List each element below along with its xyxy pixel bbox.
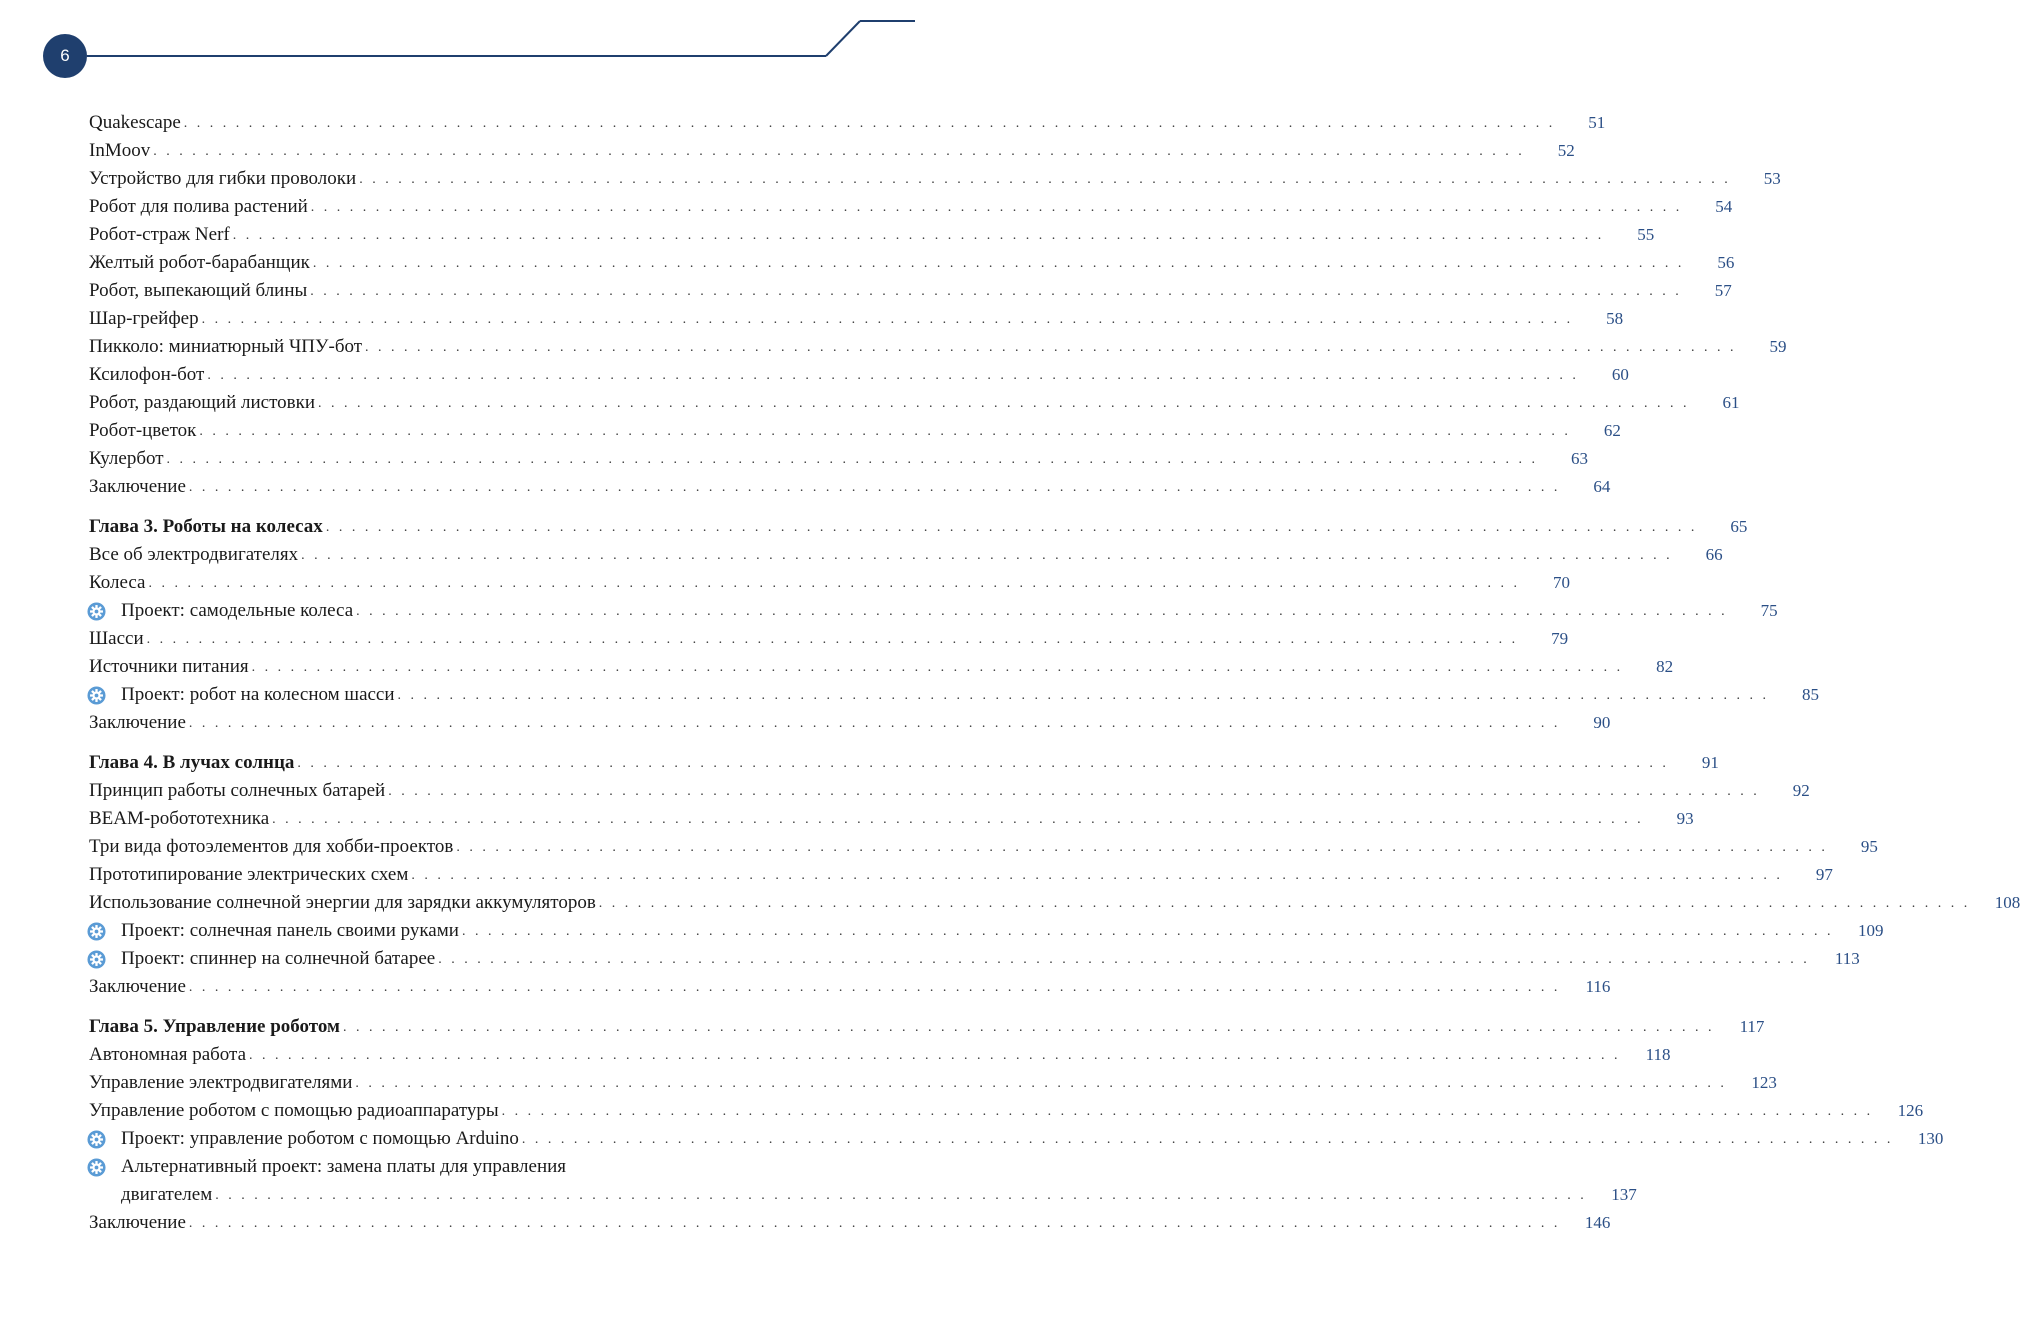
toc-entry-page: 60 — [1611, 365, 1629, 384]
toc-entry-page: 70 — [1552, 573, 1570, 592]
toc-entry-page: 56 — [1717, 253, 1735, 272]
toc-entry-title: Устройство для гибки проволоки — [89, 168, 357, 189]
toc-entry-page: 91 — [1701, 753, 1719, 772]
toc-entry-page: 109 — [1857, 921, 1884, 940]
toc-entry-title: Три вида фотоэлементов для хобби-проектов — [89, 836, 454, 857]
toc-entry[interactable] — [89, 569, 1570, 597]
page-number-badge: 6 — [43, 34, 87, 78]
toc-entry-page: 117 — [1739, 1017, 1765, 1036]
toc-entry[interactable] — [89, 333, 1787, 361]
toc-entry-page: 137 — [1611, 1185, 1637, 1204]
toc-entry-page: 126 — [1897, 1101, 1924, 1120]
gear-icon — [87, 686, 106, 705]
toc-entry-title: Проект: солнечная панель своими руками — [121, 920, 459, 941]
dot-leader: . . . . . . . . . . . . . . . . . . . . . . . . . . . . . . . . . . . . . . . . . . . . . . . . . . . . . . . . . . . . . . . . . . . . . . . . . . . . . . . . . . . . . . . . . . . . . . . . . . . . . . . . . . — [201, 312, 1574, 327]
toc-entry-page: 85 — [1802, 685, 1820, 704]
toc-entry-title: Проект: самодельные колеса — [121, 600, 354, 621]
toc-entry[interactable] — [89, 597, 1778, 625]
section-gap — [89, 1001, 827, 1013]
toc-entry[interactable] — [89, 1209, 1611, 1237]
toc-entry-title: Робот-цветок — [89, 420, 197, 441]
dot-leader: . . . . . . . . . . . . . . . . . . . . . . . . . . . . . . . . . . . . . . . . . . . . . . . . . . . . . . . . . . . . . . . . . . . . . . . . . . . . . . . . . . . . . . . . . . . . . . . . . . . . . . . . . . — [461, 924, 1834, 939]
toc-entry-page: 66 — [1705, 545, 1723, 564]
dot-leader: . . . . . . . . . . . . . . . . . . . . . . . . . . . . . . . . . . . . . . . . . . . . . . . . . . . . . . . . . . . . . . . . . . . . . . . . . . . . . . . . . . . . . . . . . . . . . . . . . . . . . . . . . . — [153, 144, 1525, 159]
toc-entry-title: Робот для полива растений — [89, 196, 308, 217]
section-gap — [89, 501, 827, 513]
toc-entry-title: Глава 4. В лучах солнца — [89, 752, 295, 773]
dot-leader: . . . . . . . . . . . . . . . . . . . . . . . . . . . . . . . . . . . . . . . . . . . . . . . . . . . . . . . . . . . . . . . . . . . . . . . . . . . . . . . . . . . . . . . . . . . . . . . . . . . . . . . . . . — [297, 756, 1669, 771]
gear-icon — [87, 950, 106, 969]
toc-entry-title: Управление роботом с помощью радиоаппаратуры — [89, 1100, 499, 1121]
toc-entry-title: Глава 5. Управление роботом — [89, 1016, 340, 1037]
toc-entry-title: Заключение — [89, 1212, 186, 1233]
toc-entry-page: 118 — [1645, 1045, 1671, 1064]
toc-entry[interactable] — [89, 221, 1655, 249]
dot-leader: . . . . . . . . . . . . . . . . . . . . . . . . . . . . . . . . . . . . . . . . . . . . . . . . . . . . . . . . . . . . . . . . . . . . . . . . . . . . . . . . . . . . . . . . . . . . . . . . . . . . . . . . . . — [456, 840, 1828, 855]
toc-chapter-entry[interactable] — [89, 513, 1748, 541]
toc-entry-title: Робот-страж Nerf — [89, 224, 230, 245]
toc-entry-title: InMoov — [89, 140, 151, 161]
dot-leader: . . . . . . . . . . . . . . . . . . . . . . . . . . . . . . . . . . . . . . . . . . . . . . . . . . . . . . . . . . . . . . . . . . . . . . . . . . . . . . . . . . . . . . . . . . . . . . . . . . . . . . . . . . — [148, 576, 1520, 591]
toc-entry-page: 53 — [1763, 169, 1781, 188]
toc-entry-page: 64 — [1593, 477, 1611, 496]
dot-leader: . . . . . . . . . . . . . . . . . . . . . . . . . . . . . . . . . . . . . . . . . . . . . . . . . . . . . . . . . . . . . . . . . . . . . . . . . . . . . . . . . . . . . . . . . . . . . . . . . . . . . . . . . . — [183, 116, 1556, 131]
toc-entry-page: 55 — [1637, 225, 1655, 244]
toc-entry[interactable] — [89, 777, 1810, 805]
dot-leader: . . . . . . . . . . . . . . . . . . . . . . . . . . . . . . . . . . . . . . . . . . . . . . . . . . . . . . . . . . . . . . . . . . . . . . . . . . . . . . . . . . . . . . . . . . . . . . . . . . . . . . . . . . — [301, 548, 1673, 563]
dot-leader: . . . . . . . . . . . . . . . . . . . . . . . . . . . . . . . . . . . . . . . . . . . . . . . . . . . . . . . . . . . . . . . . . . . . . . . . . . . . . . . . . . . . . . . . . . . . . . . . . . . . . . . . . . — [342, 1020, 1715, 1035]
toc-entry[interactable] — [89, 889, 2020, 917]
toc-entry-title: двигателем — [121, 1184, 213, 1205]
toc-entry-title: Робот, выпекающий блины — [89, 280, 308, 301]
toc-entry[interactable] — [89, 805, 1694, 833]
toc-entry-title: Робот, раздающий листовки — [89, 392, 315, 413]
toc-entry-title: Глава 3. Роботы на колесах — [89, 516, 323, 537]
toc-entry[interactable] — [89, 917, 1884, 945]
dot-leader: . . . . . . . . . . . . . . . . . . . . . . . . . . . . . . . . . . . . . . . . . . . . . . . . . . . . . . . . . . . . . . . . . . . . . . . . . . . . . . . . . . . . . . . . . . . . . . . . . . . . . . . . . . — [215, 1188, 1587, 1203]
toc-entry-title: Проект: спиннер на солнечной батарее — [121, 948, 436, 969]
dot-leader: . . . . . . . . . . . . . . . . . . . . . . . . . . . . . . . . . . . . . . . . . . . . . . . . . . . . . . . . . . . . . . . . . . . . . . . . . . . . . . . . . . . . . . . . . . . . . . . . . . . . . . . . . . — [325, 520, 1698, 535]
toc-entry-title: Quakescape — [89, 112, 181, 133]
toc-entry[interactable] — [89, 973, 1611, 1001]
toc-entry-page: 62 — [1603, 421, 1621, 440]
toc-entry-page: 51 — [1588, 113, 1606, 132]
dot-leader: . . . . . . . . . . . . . . . . . . . . . . . . . . . . . . . . . . . . . . . . . . . . . . . . . . . . . . . . . . . . . . . . . . . . . . . . . . . . . . . . . . . . . . . . . . . . . . . . . . . . . . . . . . — [355, 1076, 1727, 1091]
toc-entry-page: 92 — [1792, 781, 1810, 800]
toc-entry-title: Ксилофон-бот — [89, 364, 205, 385]
dot-leader: . . . . . . . . . . . . . . . . . . . . . . . . . . . . . . . . . . . . . . . . . . . . . . . . . . . . . . . . . . . . . . . . . . . . . . . . . . . . . . . . . . . . . . . . . . . . . . . . . . . . . . . . . . — [146, 632, 1519, 647]
toc-entry-page: 113 — [1834, 949, 1860, 968]
toc-entry[interactable] — [89, 833, 1878, 861]
dot-leader: . . . . . . . . . . . . . . . . . . . . . . . . . . . . . . . . . . . . . . . . . . . . . . . . . . . . . . . . . . . . . . . . . . . . . . . . . . . . . . . . . . . . . . . . . . . . . . . . . . . . . . . . . . — [397, 688, 1770, 703]
toc-entry-title: Прототипирование электрических схем — [89, 864, 409, 885]
toc-entry-page: 95 — [1860, 837, 1878, 856]
dot-leader: . . . . . . . . . . . . . . . . . . . . . . . . . . . . . . . . . . . . . . . . . . . . . . . . . . . . . . . . . . . . . . . . . . . . . . . . . . . . . . . . . . . . . . . . . . . . . . . . . . . . . . . . . . — [598, 896, 1971, 911]
toc-entry-title: Заключение — [89, 976, 186, 997]
toc-entry[interactable] — [89, 861, 1833, 889]
gear-icon — [87, 602, 106, 621]
toc-entry[interactable] — [89, 249, 1735, 277]
toc-entry[interactable] — [89, 681, 1820, 709]
toc-entry[interactable] — [89, 417, 1621, 445]
dot-leader: . . . . . . . . . . . . . . . . . . . . . . . . . . . . . . . . . . . . . . . . . . . . . . . . . . . . . . . . . . . . . . . . . . . . . . . . . . . . . . . . . . . . . . . . . . . . . . . . . . . . . . . . . . — [188, 716, 1561, 731]
gear-icon — [87, 922, 106, 941]
dot-leader: . . . . . . . . . . . . . . . . . . . . . . . . . . . . . . . . . . . . . . . . . . . . . . . . . . . . . . . . . . . . . . . . . . . . . . . . . . . . . . . . . . . . . . . . . . . . . . . . . . . . . . . . . . — [188, 1216, 1561, 1231]
toc-entry[interactable] — [89, 1125, 1944, 1153]
toc-entry-page: 54 — [1715, 197, 1733, 216]
toc-entry-title: Пикколо: миниатюрный ЧПУ-бот — [89, 336, 363, 357]
toc-entry-page: 90 — [1593, 713, 1611, 732]
page-header — [0, 0, 915, 90]
toc-entry-multiline-first[interactable] — [89, 1153, 827, 1181]
toc-entry[interactable] — [89, 137, 1575, 165]
toc-entry-page: 52 — [1557, 141, 1575, 160]
toc-entry-title: Заключение — [89, 476, 186, 497]
toc-entry-title: Проект: управление роботом с помощью Arduino — [121, 1128, 519, 1149]
dot-leader: . . . . . . . . . . . . . . . . . . . . . . . . . . . . . . . . . . . . . . . . . . . . . . . . . . . . . . . . . . . . . . . . . . . . . . . . . . . . . . . . . . . . . . . . . . . . . . . . . . . . . . . . . . — [359, 172, 1731, 187]
dot-leader: . . . . . . . . . . . . . . . . . . . . . . . . . . . . . . . . . . . . . . . . . . . . . . . . . . . . . . . . . . . . . . . . . . . . . . . . . . . . . . . . . . . . . . . . . . . . . . . . . . . . . . . . . . — [310, 284, 1682, 299]
toc-entry[interactable] — [89, 653, 1674, 681]
gear-icon — [87, 1158, 106, 1177]
gear-icon — [87, 1130, 106, 1149]
toc-entry[interactable] — [89, 1041, 1671, 1069]
toc-entry-title: Использование солнечной энергии для зарядки аккумуляторов — [89, 892, 596, 913]
toc-entry-title: Источники питания — [89, 656, 249, 677]
toc-entry-page: 63 — [1571, 449, 1589, 468]
dot-leader: . . . . . . . . . . . . . . . . . . . . . . . . . . . . . . . . . . . . . . . . . . . . . . . . . . . . . . . . . . . . . . . . . . . . . . . . . . . . . . . . . . . . . . . . . . . . . . . . . . . . . . . . . . — [411, 868, 1783, 883]
dot-leader: . . . . . . . . . . . . . . . . . . . . . . . . . . . . . . . . . . . . . . . . . . . . . . . . . . . . . . . . . . . . . . . . . . . . . . . . . . . . . . . . . . . . . . . . . . . . . . . . . . . . . . . . . . — [272, 812, 1644, 827]
toc-entry[interactable] — [89, 361, 1629, 389]
dot-leader: . . . . . . . . . . . . . . . . . . . . . . . . . . . . . . . . . . . . . . . . . . . . . . . . . . . . . . . . . . . . . . . . . . . . . . . . . . . . . . . . . . . . . . . . . . . . . . . . . . . . . . . . . . — [166, 452, 1539, 467]
toc-entry-page: 75 — [1760, 601, 1778, 620]
toc-entry-title: Альтернативный проект: замена платы для управления — [121, 1156, 567, 1177]
toc-entry[interactable] — [89, 1069, 1777, 1097]
dot-leader: . . . . . . . . . . . . . . . . . . . . . . . . . . . . . . . . . . . . . . . . . . . . . . . . . . . . . . . . . . . . . . . . . . . . . . . . . . . . . . . . . . . . . . . . . . . . . . . . . . . . . . . . . . — [232, 228, 1605, 243]
toc-entry-page: 79 — [1551, 629, 1569, 648]
table-of-contents — [89, 109, 2020, 1237]
toc-entry-page: 116 — [1585, 977, 1611, 996]
toc-entry-page: 59 — [1769, 337, 1787, 356]
toc-entry-title: Шасси — [89, 628, 144, 649]
toc-entry-page: 146 — [1584, 1213, 1611, 1232]
toc-chapter-entry[interactable] — [89, 1013, 1765, 1041]
toc-entry[interactable] — [89, 1097, 1924, 1125]
toc-entry-page: 65 — [1730, 517, 1748, 536]
toc-entry[interactable] — [89, 445, 1589, 473]
toc-entry-page: 97 — [1815, 865, 1833, 884]
toc-entry-title: Принцип работы солнечных батарей — [89, 780, 386, 801]
toc-entry[interactable] — [89, 1181, 1637, 1209]
toc-entry[interactable] — [89, 945, 1860, 973]
dot-leader: . . . . . . . . . . . . . . . . . . . . . . . . . . . . . . . . . . . . . . . . . . . . . . . . . . . . . . . . . . . . . . . . . . . . . . . . . . . . . . . . . . . . . . . . . . . . . . . . . . . . . . . . . . — [310, 200, 1683, 215]
toc-entry[interactable] — [89, 473, 1611, 501]
toc-entry-title: Заключение — [89, 712, 186, 733]
toc-entry-page: 57 — [1714, 281, 1732, 300]
toc-entry-title: Проект: робот на колесном шасси — [121, 684, 395, 705]
toc-entry-page: 123 — [1751, 1073, 1777, 1092]
dot-leader: . . . . . . . . . . . . . . . . . . . . . . . . . . . . . . . . . . . . . . . . . . . . . . . . . . . . . . . . . . . . . . . . . . . . . . . . . . . . . . . . . . . . . . . . . . . . . . . . . . . . . . . . . . — [249, 1048, 1621, 1063]
dot-leader: . . . . . . . . . . . . . . . . . . . . . . . . . . . . . . . . . . . . . . . . . . . . . . . . . . . . . . . . . . . . . . . . . . . . . . . . . . . . . . . . . . . . . . . . . . . . . . . . . . . . . . . . . . — [438, 952, 1810, 967]
toc-entry-title: Кулербот — [89, 448, 164, 469]
toc-entry-page: 130 — [1917, 1129, 1944, 1148]
toc-chapter-entry[interactable] — [89, 749, 1719, 777]
dot-leader: . . . . . . . . . . . . . . . . . . . . . . . . . . . . . . . . . . . . . . . . . . . . . . . . . . . . . . . . . . . . . . . . . . . . . . . . . . . . . . . . . . . . . . . . . . . . . . . . . . . . . . . . . . — [365, 340, 1737, 355]
toc-entry-title: Все об электродвигателях — [89, 544, 299, 565]
toc-entry-page: 61 — [1722, 393, 1740, 412]
toc-entry-title: Управление электродвигателями — [89, 1072, 353, 1093]
dot-leader: . . . . . . . . . . . . . . . . . . . . . . . . . . . . . . . . . . . . . . . . . . . . . . . . . . . . . . . . . . . . . . . . . . . . . . . . . . . . . . . . . . . . . . . . . . . . . . . . . . . . . . . . . . — [318, 396, 1690, 411]
toc-entry[interactable] — [89, 109, 1606, 137]
toc-entry[interactable] — [89, 541, 1723, 569]
toc-entry-page: 58 — [1606, 309, 1624, 328]
toc-entry[interactable] — [89, 165, 1781, 193]
toc-entry-page: 108 — [1994, 893, 2020, 912]
dot-leader: . . . . . . . . . . . . . . . . . . . . . . . . . . . . . . . . . . . . . . . . . . . . . . . . . . . . . . . . . . . . . . . . . . . . . . . . . . . . . . . . . . . . . . . . . . . . . . . . . . . . . . . . . . — [388, 784, 1760, 799]
toc-entry-title: Колеса — [89, 572, 146, 593]
dot-leader: . . . . . . . . . . . . . . . . . . . . . . . . . . . . . . . . . . . . . . . . . . . . . . . . . . . . . . . . . . . . . . . . . . . . . . . . . . . . . . . . . . . . . . . . . . . . . . . . . . . . . . . . . . — [188, 480, 1561, 495]
toc-entry-title: Автономная работа — [89, 1044, 247, 1065]
dot-leader: . . . . . . . . . . . . . . . . . . . . . . . . . . . . . . . . . . . . . . . . . . . . . . . . . . . . . . . . . . . . . . . . . . . . . . . . . . . . . . . . . . . . . . . . . . . . . . . . . . . . . . . . . . — [521, 1132, 1894, 1147]
dot-leader: . . . . . . . . . . . . . . . . . . . . . . . . . . . . . . . . . . . . . . . . . . . . . . . . . . . . . . . . . . . . . . . . . . . . . . . . . . . . . . . . . . . . . . . . . . . . . . . . . . . . . . . . . . — [356, 604, 1728, 619]
dot-leader: . . . . . . . . . . . . . . . . . . . . . . . . . . . . . . . . . . . . . . . . . . . . . . . . . . . . . . . . . . . . . . . . . . . . . . . . . . . . . . . . . . . . . . . . . . . . . . . . . . . . . . . . . . — [207, 368, 1579, 383]
toc-entry[interactable] — [89, 193, 1733, 221]
dot-leader: . . . . . . . . . . . . . . . . . . . . . . . . . . . . . . . . . . . . . . . . . . . . . . . . . . . . . . . . . . . . . . . . . . . . . . . . . . . . . . . . . . . . . . . . . . . . . . . . . . . . . . . . . . — [501, 1104, 1874, 1119]
toc-entry[interactable] — [89, 389, 1740, 417]
toc-entry-title: Шар-грейфер — [89, 308, 199, 329]
section-gap — [89, 737, 827, 749]
toc-entry-page: 93 — [1676, 809, 1694, 828]
toc-entry[interactable] — [89, 625, 1569, 653]
toc-entry-title: BEAM-робототехника — [89, 808, 270, 829]
dot-leader: . . . . . . . . . . . . . . . . . . . . . . . . . . . . . . . . . . . . . . . . . . . . . . . . . . . . . . . . . . . . . . . . . . . . . . . . . . . . . . . . . . . . . . . . . . . . . . . . . . . . . . . . . . — [199, 424, 1571, 439]
dot-leader: . . . . . . . . . . . . . . . . . . . . . . . . . . . . . . . . . . . . . . . . . . . . . . . . . . . . . . . . . . . . . . . . . . . . . . . . . . . . . . . . . . . . . . . . . . . . . . . . . . . . . . . . . . — [188, 980, 1561, 995]
dot-leader: . . . . . . . . . . . . . . . . . . . . . . . . . . . . . . . . . . . . . . . . . . . . . . . . . . . . . . . . . . . . . . . . . . . . . . . . . . . . . . . . . . . . . . . . . . . . . . . . . . . . . . . . . . — [312, 256, 1685, 271]
toc-entry[interactable] — [89, 305, 1624, 333]
dot-leader: . . . . . . . . . . . . . . . . . . . . . . . . . . . . . . . . . . . . . . . . . . . . . . . . . . . . . . . . . . . . . . . . . . . . . . . . . . . . . . . . . . . . . . . . . . . . . . . . . . . . . . . . . . — [251, 660, 1624, 675]
toc-entry[interactable] — [89, 277, 1732, 305]
toc-entry-page: 82 — [1656, 657, 1674, 676]
toc-entry[interactable] — [89, 709, 1611, 737]
toc-entry-title: Желтый робот-барабанщик — [89, 252, 310, 273]
header-rule — [0, 0, 915, 90]
